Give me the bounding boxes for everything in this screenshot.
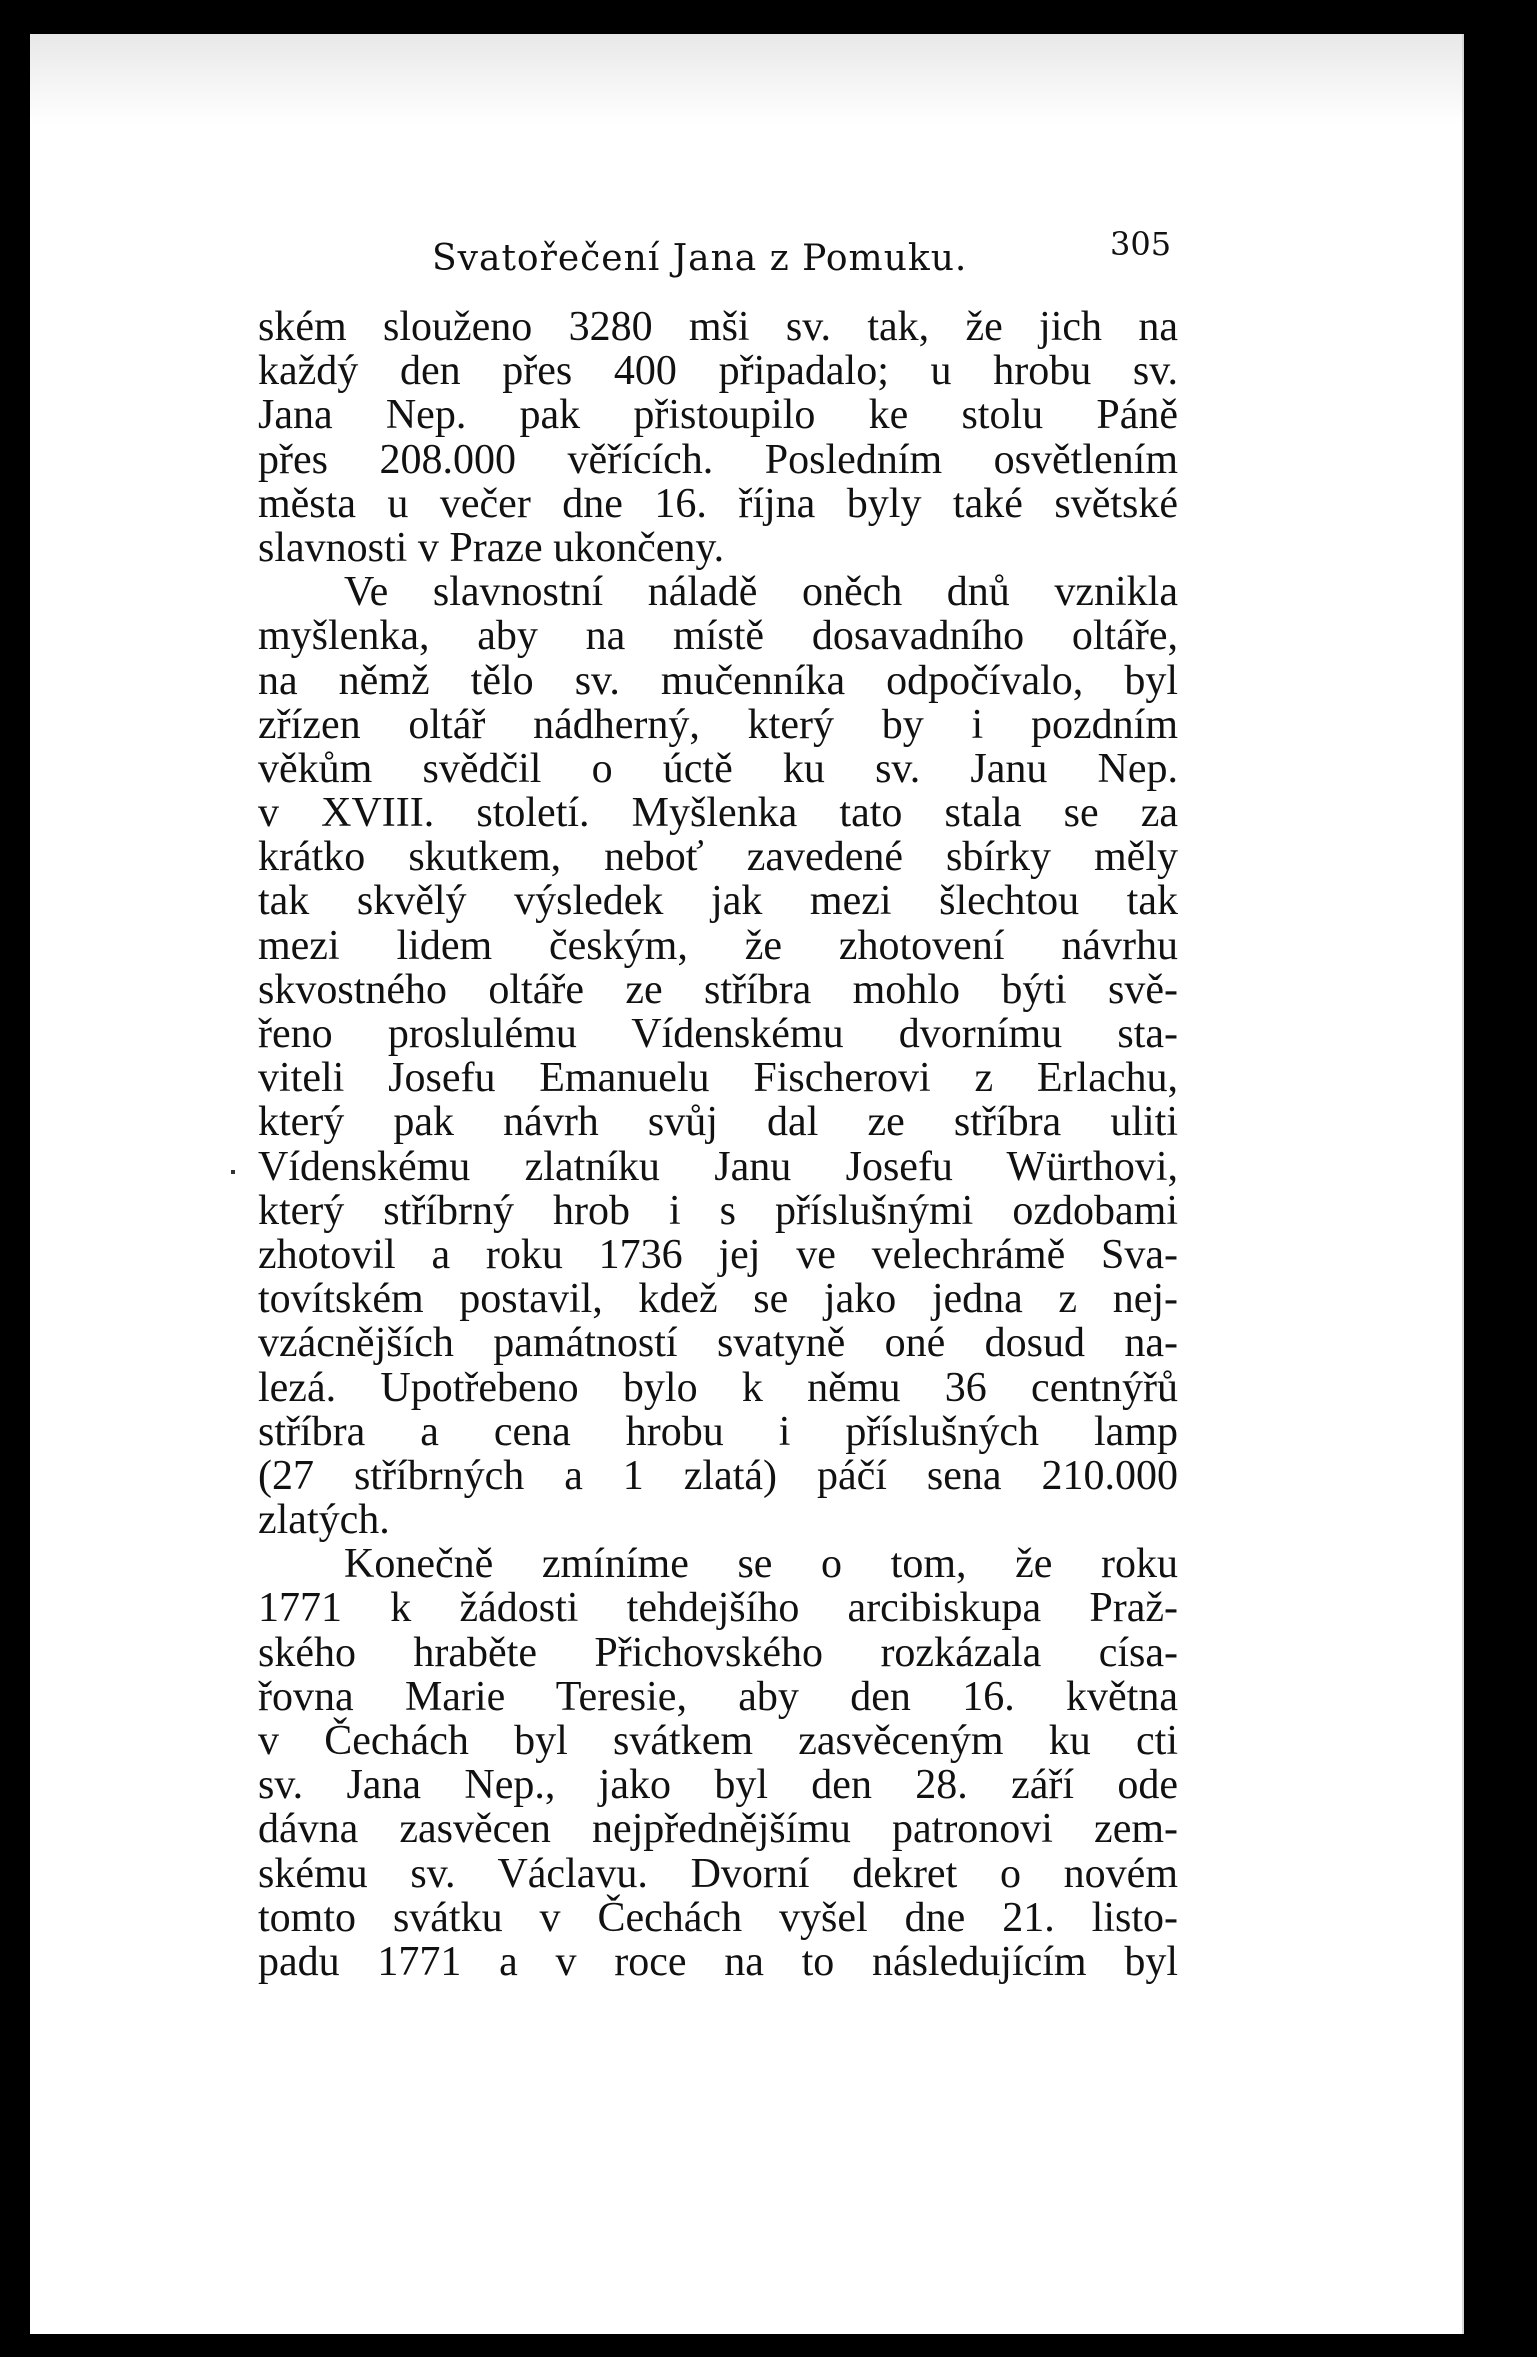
running-header: Svatořečení Jana z Pomuku. (432, 238, 968, 279)
text-line: mezi lidem českým, že zhotovení návrhu (258, 922, 1178, 969)
text-line: v XVIII. století. Myšlenka tato stala se za (258, 790, 1178, 837)
text-line: tak skvělý výsledek jak mezi šlechtou tak (258, 878, 1178, 925)
text-line: zlatých. (258, 1497, 390, 1544)
text-line: řovna Marie Teresie, aby den 16. května (258, 1673, 1178, 1720)
text-line: v Čechách byl svátkem zasvěceným ku cti (258, 1718, 1178, 1764)
text-line: řeno proslulému Vídenskému dvornímu sta- (258, 1011, 1178, 1057)
text-line: vzácnějších památností svatyně oné dosud na- (258, 1320, 1178, 1367)
text-line: na němž tělo sv. mučenníka odpočívalo, byl (258, 657, 1178, 704)
text-line: viteli Josefu Emanuelu Fischerovi z Erlachu, (258, 1055, 1178, 1102)
text-line: věkům svědčil o úctě ku sv. Janu Nep. (258, 745, 1178, 792)
text-line: který pak návrh svůj dal ze stříbra uliti (258, 1099, 1178, 1146)
text-line: města u večer dne 16. října byly také světské (258, 480, 1178, 527)
text-line: ském slouženo 3280 mši sv. tak, že jich na (258, 304, 1178, 350)
text-line: padu 1771 a v roce na to následujícím byl (258, 1938, 1178, 1985)
text-line: tovítském postavil, kdež se jako jedna z nej- (258, 1276, 1178, 1323)
text-line: myšlenka, aby na místě dosavadního oltáře, (258, 613, 1178, 660)
text-line: tomto svátku v Čechách vyšel dne 21. listo- (258, 1894, 1178, 1941)
text-line: slavnosti v Praze ukončeny. (258, 524, 725, 571)
text-line: lezá. Upotřebeno bylo k němu 36 centnýřů (258, 1364, 1178, 1411)
text-line: skvostného oltáře ze stříbra mohlo býti svě- (258, 966, 1178, 1013)
text-line: Jana Nep. pak přistoupilo ke stolu Páně (258, 392, 1178, 439)
text-line: Ve slavnostní náladě oněch dnů vznikla (344, 569, 1178, 616)
text-line: každý den přes 400 připadalo; u hrobu sv. (258, 348, 1178, 395)
text-line: ského hraběte Přichovského rozkázala císa- (258, 1629, 1178, 1676)
text-line: zřízen oltář nádherný, který by i pozdním (258, 701, 1178, 748)
text-line: přes 208.000 věřících. Posledním osvětlením (258, 436, 1178, 483)
text-line: zhotovil a roku 1736 jej ve velechrámě Sva- (258, 1231, 1178, 1278)
text-line: krátko skutkem, neboť zavedené sbírky měly (258, 834, 1178, 881)
text-line: 1771 k žádosti tehdejšího arcibiskupa Praž- (258, 1585, 1178, 1632)
body-text (258, 305, 1178, 1984)
text-line: sv. Jana Nep., jako byl den 28. září ode (258, 1762, 1178, 1809)
text-line: skému sv. Václavu. Dvorní dekret o novém (258, 1850, 1178, 1897)
text-line: který stříbrný hrob i s příslušnými ozdobami (258, 1187, 1178, 1234)
text-line: Vídenskému zlatníku Janu Josefu Würthovi, (258, 1143, 1178, 1190)
text-line: dávna zasvěcen nejpřednějšímu patronovi zem- (258, 1806, 1178, 1853)
page-top-shading (30, 34, 1462, 124)
page-number: 305 (1110, 225, 1172, 263)
margin-speck (231, 1170, 235, 1174)
text-line: (27 stříbrných a 1 zlatá) páčí sena 210.000 (258, 1452, 1178, 1499)
text-line: Konečně zmíníme se o tom, že roku (344, 1541, 1178, 1588)
text-line: stříbra a cena hrobu i příslušných lamp (258, 1408, 1178, 1455)
